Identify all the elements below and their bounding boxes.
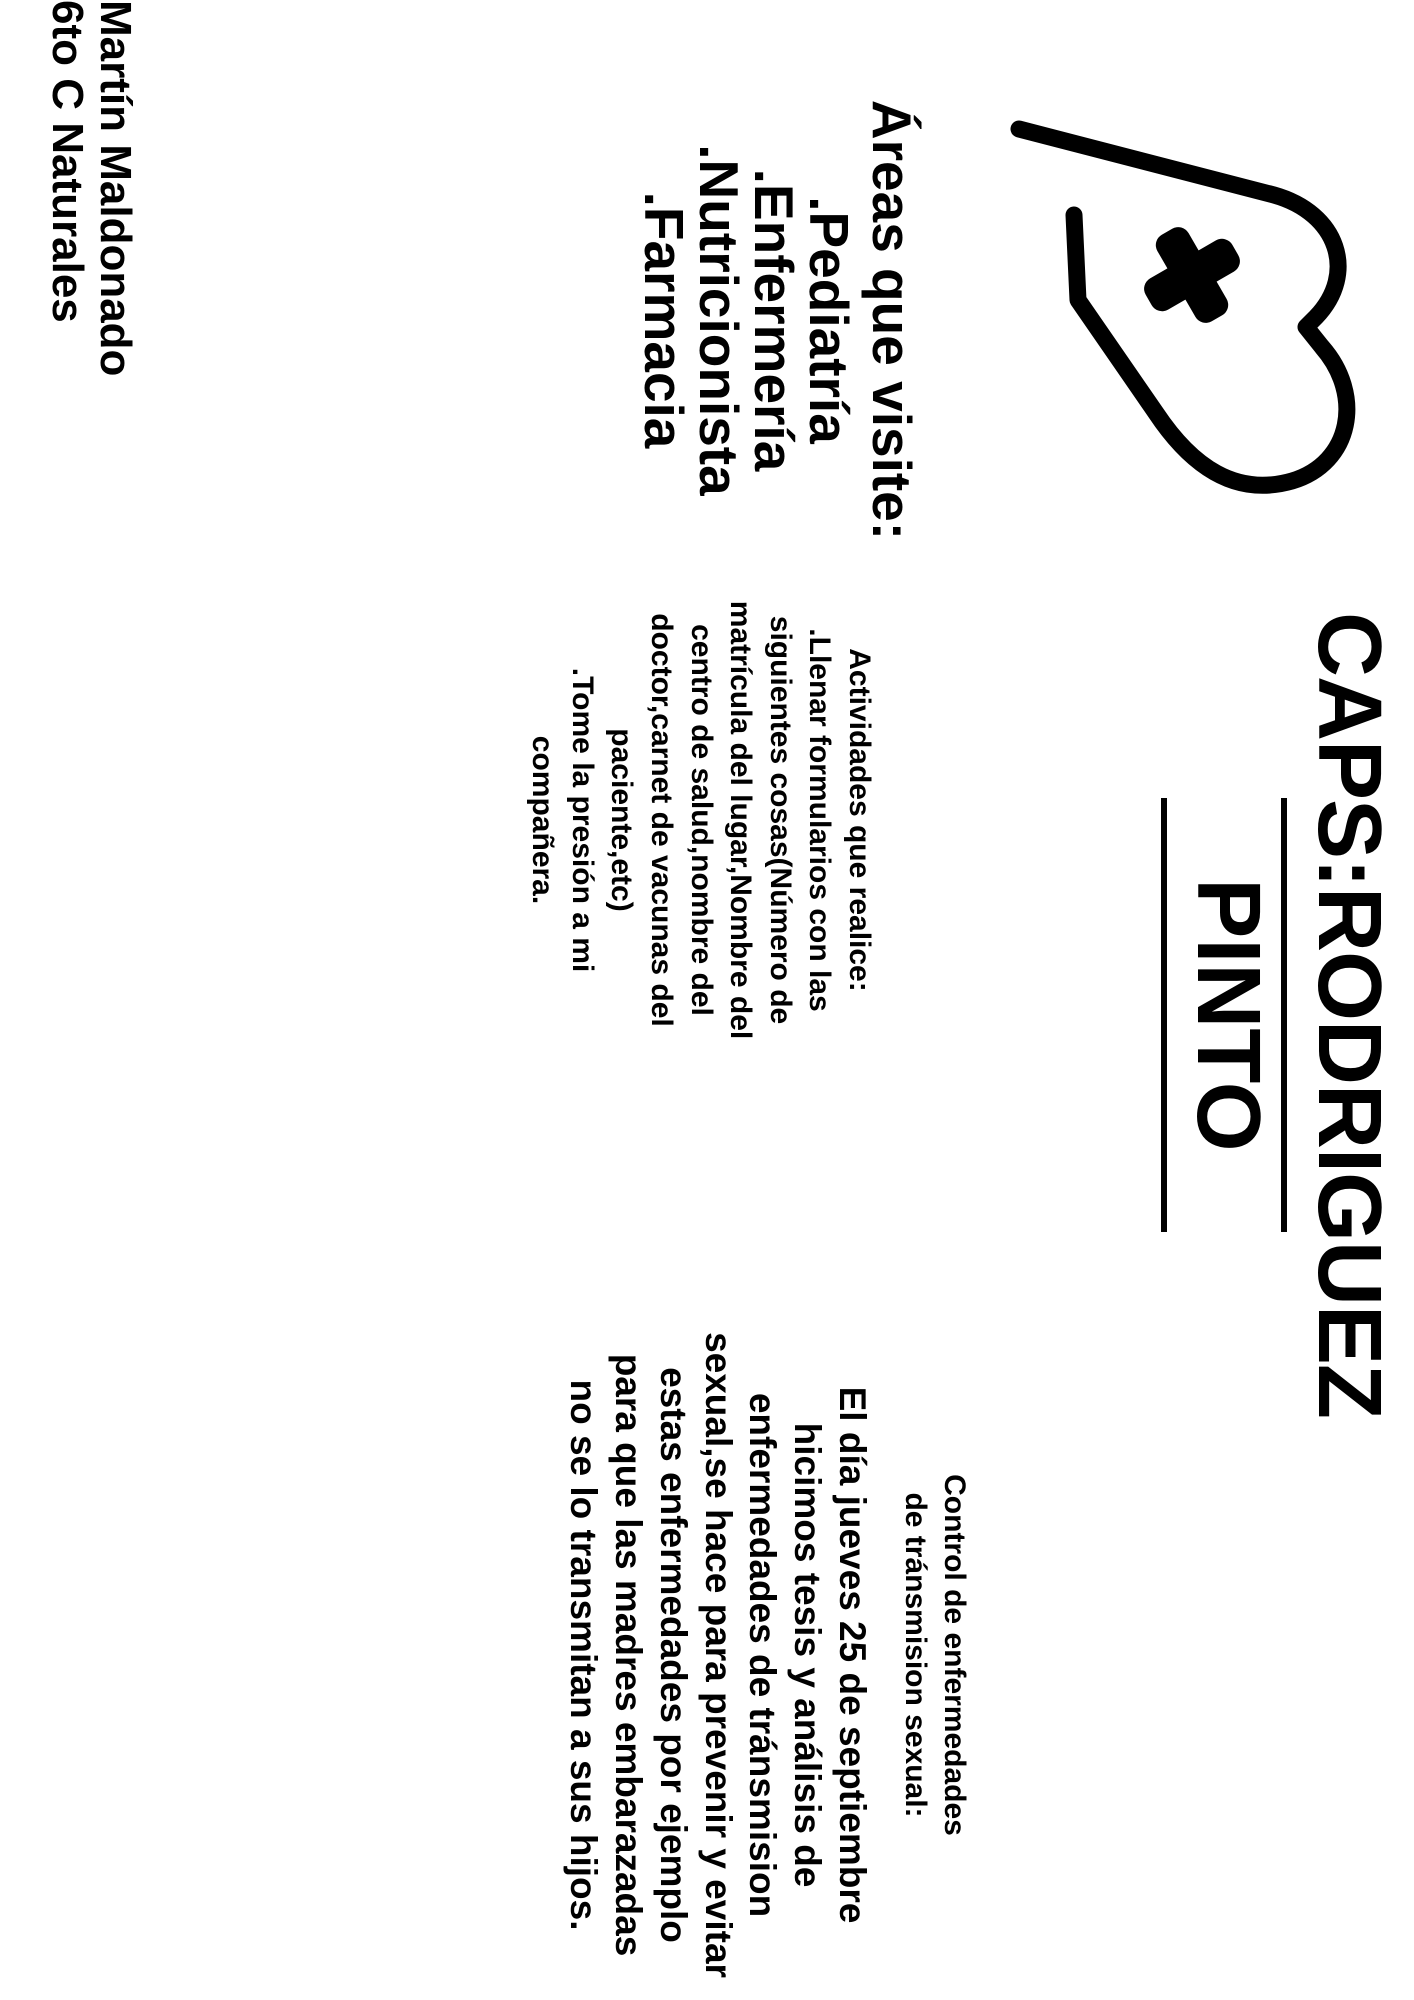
list-item: .Farmacia [633,191,695,449]
title-line-2: PINTO [1161,798,1288,1231]
logo [974,95,1404,525]
activity-item: .Llenar formularios con las siguientes cosas(Número de matrícula del lugar,Nombre del centro de salud,nombre del doctor,carnet de vacunas del paciente,etc) [605,600,837,1040]
control-section [561,1330,974,1980]
activity-item: .Tome la presión a mi compañera. [526,667,599,973]
list-item: .Pediatría [798,196,860,444]
areas-section [633,60,923,580]
activities-title: Actividades que realice: [843,648,876,992]
areas-title: Áreas que visite: [861,99,923,541]
list-item: .Nutricionista [688,144,750,496]
student-name: Martín Maldonado [91,0,140,377]
control-body: El día jueves 25 de septiembre hicimos tesis y análisis de enfermedades de tránsmision sexual,se hace para prevenir y evitar estas enfermedades por ejemplo para que las madres embarazadas no se lo transmitan a sus hijos. [563,1332,873,1978]
student-info [42,0,139,480]
page-title [1161,575,1399,1455]
heart-with-medical-cross-icon [974,95,1404,525]
activities-section [523,585,879,1055]
student-course: 6to C Naturales [42,0,92,323]
list-item: .Enfermería [743,168,805,472]
control-title: Control de enfermedades de tránsmision sexual: [899,1474,971,1836]
areas-list [633,60,860,580]
title-line-1: CAPS:RODRIGUEZ [1299,611,1399,1419]
